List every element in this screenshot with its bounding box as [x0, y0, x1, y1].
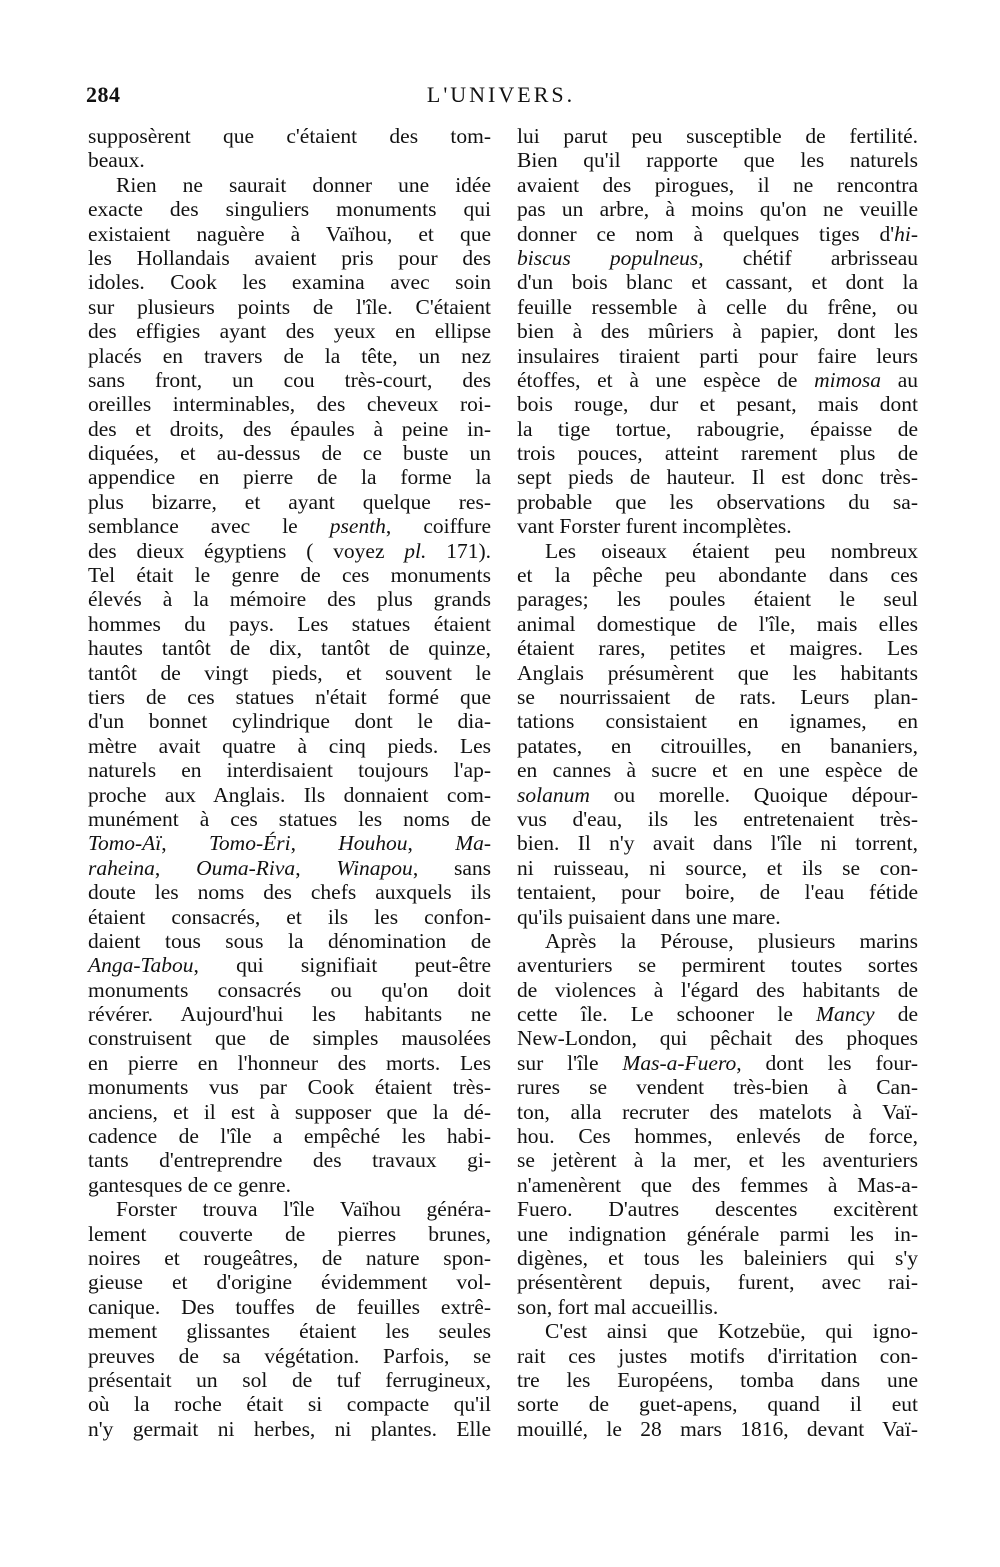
text-line: appendice en pierre de la forme la: [88, 465, 491, 490]
text-line: munément à ces statues les noms de: [88, 806, 491, 831]
text-line: preuves de sa végétation. Parfois, se: [88, 1343, 491, 1368]
text-line: lui parut peu susceptible de fertilité.: [517, 124, 918, 148]
text-line: tants d'entreprendre des travaux gi-: [88, 1148, 491, 1173]
text-line: proche aux Anglais. Ils donnaient com-: [88, 782, 491, 807]
text-line: Tomo-Aï, Tomo-Éri, Houhou, Ma-: [88, 831, 492, 856]
text-line: trois pouces, atteint rarement plus de: [517, 441, 918, 466]
text-line: se nourrissaient de rats. Leurs plan-: [517, 684, 918, 709]
text-line: gantesques de ce genre.: [88, 1172, 291, 1197]
text-line: Fuero. D'autres descentes excitèrent: [517, 1197, 918, 1222]
text-line: exacte des singuliers monuments qui: [88, 197, 491, 222]
text-line: n'amenèrent que des femmes à Mas-a-: [517, 1172, 918, 1197]
text-line: monuments vus par Cook étaient très-: [88, 1075, 491, 1100]
text-line: ni ruisseau, ni source, et ils se con-: [517, 855, 918, 880]
text-line: Bien qu'il rapporte que les naturels: [517, 148, 918, 173]
text-line: gieuse et d'origine évidemment vol-: [88, 1270, 491, 1295]
right-column-text: [517, 124, 918, 1441]
text-line: rures se vendent très-bien à Can-: [517, 1075, 918, 1100]
running-title: L'UNIVERS.: [426, 82, 576, 107]
text-line: oreilles interminables, des cheveux roi-: [88, 392, 491, 417]
page-header: [86, 82, 916, 112]
text-line: idoles. Cook les examina avec soin: [88, 270, 491, 295]
text-line: monuments consacrés ou qu'on doit: [88, 977, 491, 1002]
text-line: solanum ou morelle. Quoique dépour-: [517, 782, 918, 807]
text-line: existaient naguère à Vaïhou, et que: [88, 221, 491, 246]
text-line: construisent que de simples mausolées: [88, 1026, 491, 1051]
text-line: les Hollandais avaient pris pour des: [88, 245, 491, 270]
page-number: 284: [86, 82, 121, 107]
text-line: probable que les observations du sa-: [517, 489, 918, 514]
text-line: daient tous sous la dénomination de: [88, 928, 491, 953]
text-line: sur l'île Mas-a-Fuero, dont les four-: [517, 1050, 918, 1075]
text-line: insulaires tiraient parti pour faire leurs: [517, 343, 918, 368]
text-line: étaient rares, petites et maigres. Les: [517, 636, 918, 661]
text-line: Anglais présumèrent que les habitants: [517, 660, 918, 685]
text-line: son, fort mal accueillis.: [517, 1294, 719, 1319]
text-line: Après la Pérouse, plusieurs marins: [545, 928, 918, 953]
text-line: et la pêche peu abondante dans ces: [517, 563, 918, 588]
text-line: où la roche était si compacte qu'il: [88, 1392, 491, 1417]
text-line: semblance avec le psenth, coiffure: [88, 514, 491, 539]
text-line: des et droits, des épaules à peine in-: [88, 416, 491, 441]
text-line: feuille ressemble à celle du frêne, ou: [517, 294, 918, 319]
text-line: la tige tortue, rabougrie, épaisse de: [517, 416, 918, 441]
text-line: hou. Ces hommes, enlevés de force,: [517, 1124, 918, 1149]
text-line: aventuriers se permirent toutes sortes: [517, 953, 918, 978]
text-line: une indignation générale parmi les in-: [517, 1221, 918, 1246]
text-line: d'un bonnet cylindrique dont le dia-: [88, 709, 491, 734]
text-line: avaient des pirogues, il ne rencontra: [517, 172, 918, 197]
text-line: mètre avait quatre à cinq pieds. Les: [88, 733, 491, 758]
text-line: d'un bois blanc et cassant, et dont la: [517, 270, 918, 295]
text-line: en cannes à sucre et en une espèce de: [517, 758, 918, 783]
text-line: canique. Des touffes de feuilles extrê-: [88, 1294, 491, 1319]
text-line: des effigies ayant des yeux en ellipse: [88, 319, 491, 344]
text-line: supposèrent que c'étaient des tom-: [88, 124, 491, 148]
text-line: étaient consacrés, et ils les confon-: [88, 904, 491, 929]
text-line: sans front, un cou très-court, des: [88, 367, 491, 392]
text-line: vus d'eau, ils les entretenaient très-: [517, 806, 918, 831]
text-line: plus bizarre, et ayant quelque res-: [88, 489, 491, 514]
text-line: digènes, et tous les baleiniers qui s'y: [517, 1245, 918, 1270]
text-line: tre les Européens, tomba dans une: [517, 1367, 918, 1392]
text-line: des dieux égyptiens ( voyez pl. 171).: [88, 538, 491, 563]
text-line: C'est ainsi que Kotzebüe, qui igno-: [545, 1319, 918, 1344]
text-line: n'y germait ni herbes, ni plantes. Elle: [88, 1416, 491, 1441]
text-line: étoffes, et à une espèce de mimosa au: [517, 367, 919, 392]
text-line: naturels en interdisaient toujours l'ap-: [88, 758, 491, 783]
text-line: doute les noms des chefs auxquels ils: [88, 880, 491, 905]
text-line: sept pieds de hauteur. Il est donc très-: [517, 465, 918, 490]
text-line: Anga-Tabou, qui signifiait peut-être: [88, 953, 491, 978]
text-line: présentèrent depuis, furent, avec rai-: [517, 1270, 918, 1295]
text-line: sur plusieurs points de l'île. C'étaient: [88, 294, 491, 319]
text-line: New-London, qui pêchait des phoques: [517, 1026, 918, 1051]
text-line: qu'ils puisaient dans une mare.: [517, 904, 781, 929]
text-line: beaux.: [88, 148, 145, 173]
text-line: donner ce nom à quelques tiges d'hi-: [517, 221, 918, 246]
text-line: tiers de ces statues n'était formé que: [88, 684, 491, 709]
text-line: placés en travers de la tête, un nez: [88, 343, 491, 368]
text-line: ton, alla recruter des matelots à Vaï-: [517, 1099, 918, 1124]
left-column-text: [88, 124, 491, 1441]
text-line: se jetèrent à la mer, et les aventuriers: [517, 1148, 918, 1173]
text-line: biscus populneus, chétif arbrisseau: [517, 245, 918, 270]
text-line: Rien ne saurait donner une idée: [116, 172, 491, 197]
text-line: sorte de guet-apens, quand il eut: [517, 1392, 918, 1417]
text-line: hautes tantôt de dix, tantôt de quinze,: [88, 636, 491, 661]
text-line: tantôt de vingt pieds, et souvent le: [88, 660, 491, 685]
text-line: cadence de l'île a empêché les habi-: [88, 1124, 491, 1149]
text-line: en pierre en l'honneur des morts. Les: [88, 1050, 491, 1075]
text-line: parages; les poules étaient le seul: [517, 587, 918, 612]
text-line: pas un arbre, à moins qu'on ne veuille: [517, 197, 918, 222]
text-line: vant Forster furent incomplètes.: [517, 514, 792, 539]
text-line: révérer. Aujourd'hui les habitants ne: [88, 1002, 491, 1027]
text-line: mouillé, le 28 mars 1816, devant Vaï-: [517, 1416, 918, 1441]
text-line: mement glissantes étaient les seules: [88, 1319, 491, 1344]
text-line: tations consistaient en ignames, en: [517, 709, 918, 734]
text-line: élevés à la mémoire des plus grands: [88, 587, 491, 612]
text-line: Les oiseaux étaient peu nombreux: [545, 538, 918, 563]
text-line: lement couverte de pierres brunes,: [88, 1221, 491, 1246]
text-line: animal domestique de l'île, mais elles: [517, 611, 918, 636]
text-line: Forster trouva l'île Vaïhou généra-: [116, 1197, 491, 1222]
text-line: diquées, et au-dessus de ce buste un: [88, 441, 491, 466]
text-line: présentait un sol de tuf ferrugineux,: [88, 1367, 491, 1392]
text-line: bois rouge, dur et pesant, mais dont: [517, 392, 918, 417]
text-line: Tel était le genre de ces monuments: [88, 563, 491, 588]
text-line: de violences à l'égard des habitants de: [517, 977, 918, 1002]
text-line: anciens, et il est à supposer que la dé-: [88, 1099, 491, 1124]
text-line: cette île. Le schooner le Mancy de: [517, 1002, 918, 1027]
text-line: raheina, Ouma-Riva, Winapou, sans: [88, 855, 492, 880]
text-line: bien. Il n'y avait dans l'île ni torrent,: [517, 831, 918, 856]
text-line: patates, en citrouilles, en bananiers,: [517, 733, 918, 758]
text-line: noires et rougeâtres, de nature spon-: [88, 1245, 491, 1270]
text-line: bien à des mûriers à papier, dont les: [517, 319, 918, 344]
text-line: hommes du pays. Les statues étaient: [88, 611, 491, 636]
text-line: tentaient, pour boire, de l'eau fétide: [517, 880, 918, 905]
text-line: rait ces justes motifs d'irritation con-: [517, 1343, 918, 1368]
